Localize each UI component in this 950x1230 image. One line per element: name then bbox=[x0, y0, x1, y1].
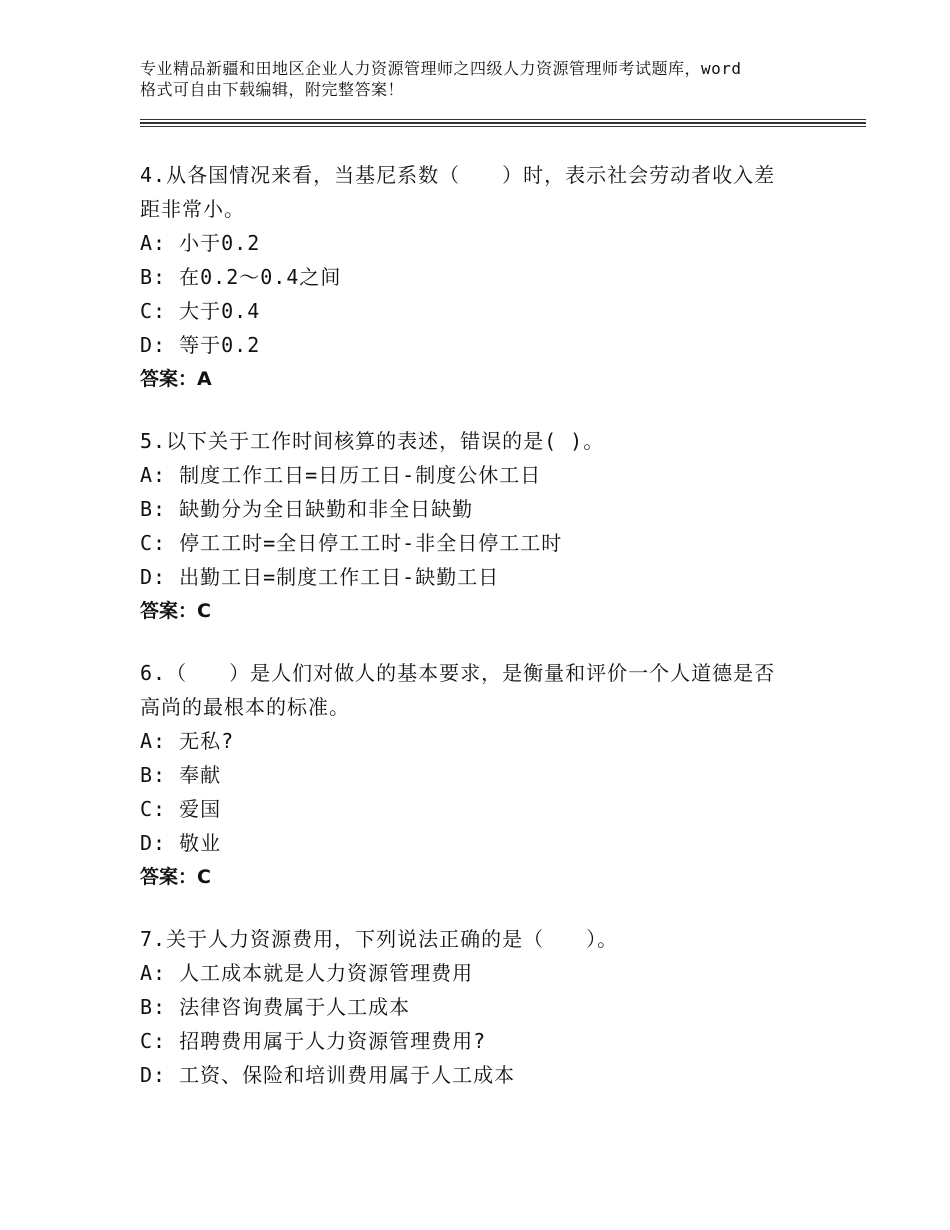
answer-label: 答案：C bbox=[140, 600, 211, 622]
option-a: A: 人工成本就是人力资源管理费用 bbox=[140, 961, 474, 985]
option-b: B: 法律咨询费属于人工成本 bbox=[140, 995, 411, 1019]
header-line-1: 专业精品新疆和田地区企业人力资源管理师之四级人力资源管理师考试题库，word bbox=[140, 59, 742, 78]
option-c: C: 大于0.4 bbox=[140, 299, 261, 323]
header-rule-middle bbox=[140, 122, 866, 124]
option-a: A: 制度工作工日=日历工日-制度公休工日 bbox=[140, 463, 542, 487]
option-c: C: 爱国 bbox=[140, 797, 222, 821]
header-rule-bottom bbox=[140, 126, 866, 127]
option-b: B: 缺勤分为全日缺勤和非全日缺勤 bbox=[140, 497, 474, 521]
option-d: D: 工资、保险和培训费用属于人工成本 bbox=[140, 1063, 516, 1087]
option-d: D: 敬业 bbox=[140, 831, 222, 855]
option-d: D: 等于0.2 bbox=[140, 333, 261, 357]
question-list bbox=[140, 158, 840, 1120]
answer-label: 答案：C bbox=[140, 866, 211, 888]
question-6 bbox=[140, 656, 840, 894]
question-5 bbox=[140, 424, 840, 628]
question-text: 6.（ ）是人们对做人的基本要求，是衡量和评价一个人道德是否 bbox=[140, 661, 776, 685]
option-a: A: 小于0.2 bbox=[140, 231, 261, 255]
option-b: B: 在0.2～0.4之间 bbox=[140, 265, 342, 289]
question-4 bbox=[140, 158, 840, 396]
option-d: D: 出勤工日=制度工作工日-缺勤工日 bbox=[140, 565, 500, 589]
option-b: B: 奉献 bbox=[140, 763, 222, 787]
option-c: C: 停工工时=全日停工工时-非全日停工工时 bbox=[140, 531, 563, 555]
option-c: C: 招聘费用属于人力资源管理费用? bbox=[140, 1029, 487, 1053]
header-line-2: 格式可自由下载编辑，附完整答案！ bbox=[140, 80, 405, 99]
answer-label: 答案：A bbox=[140, 368, 212, 390]
header-rule-top bbox=[140, 119, 866, 120]
question-7 bbox=[140, 922, 840, 1092]
option-a: A: 无私? bbox=[140, 729, 235, 753]
question-text: 7.关于人力资源费用，下列说法正确的是（ ）。 bbox=[140, 927, 619, 951]
question-text-continued: 距非常小。 bbox=[140, 197, 245, 221]
question-text: 5.以下关于工作时间核算的表述，错误的是( )。 bbox=[140, 429, 605, 453]
question-text-continued: 高尚的最根本的标准。 bbox=[140, 695, 350, 719]
question-text: 4.从各国情况来看，当基尼系数（ ）时，表示社会劳动者收入差 bbox=[140, 163, 776, 187]
document-header bbox=[140, 58, 840, 100]
